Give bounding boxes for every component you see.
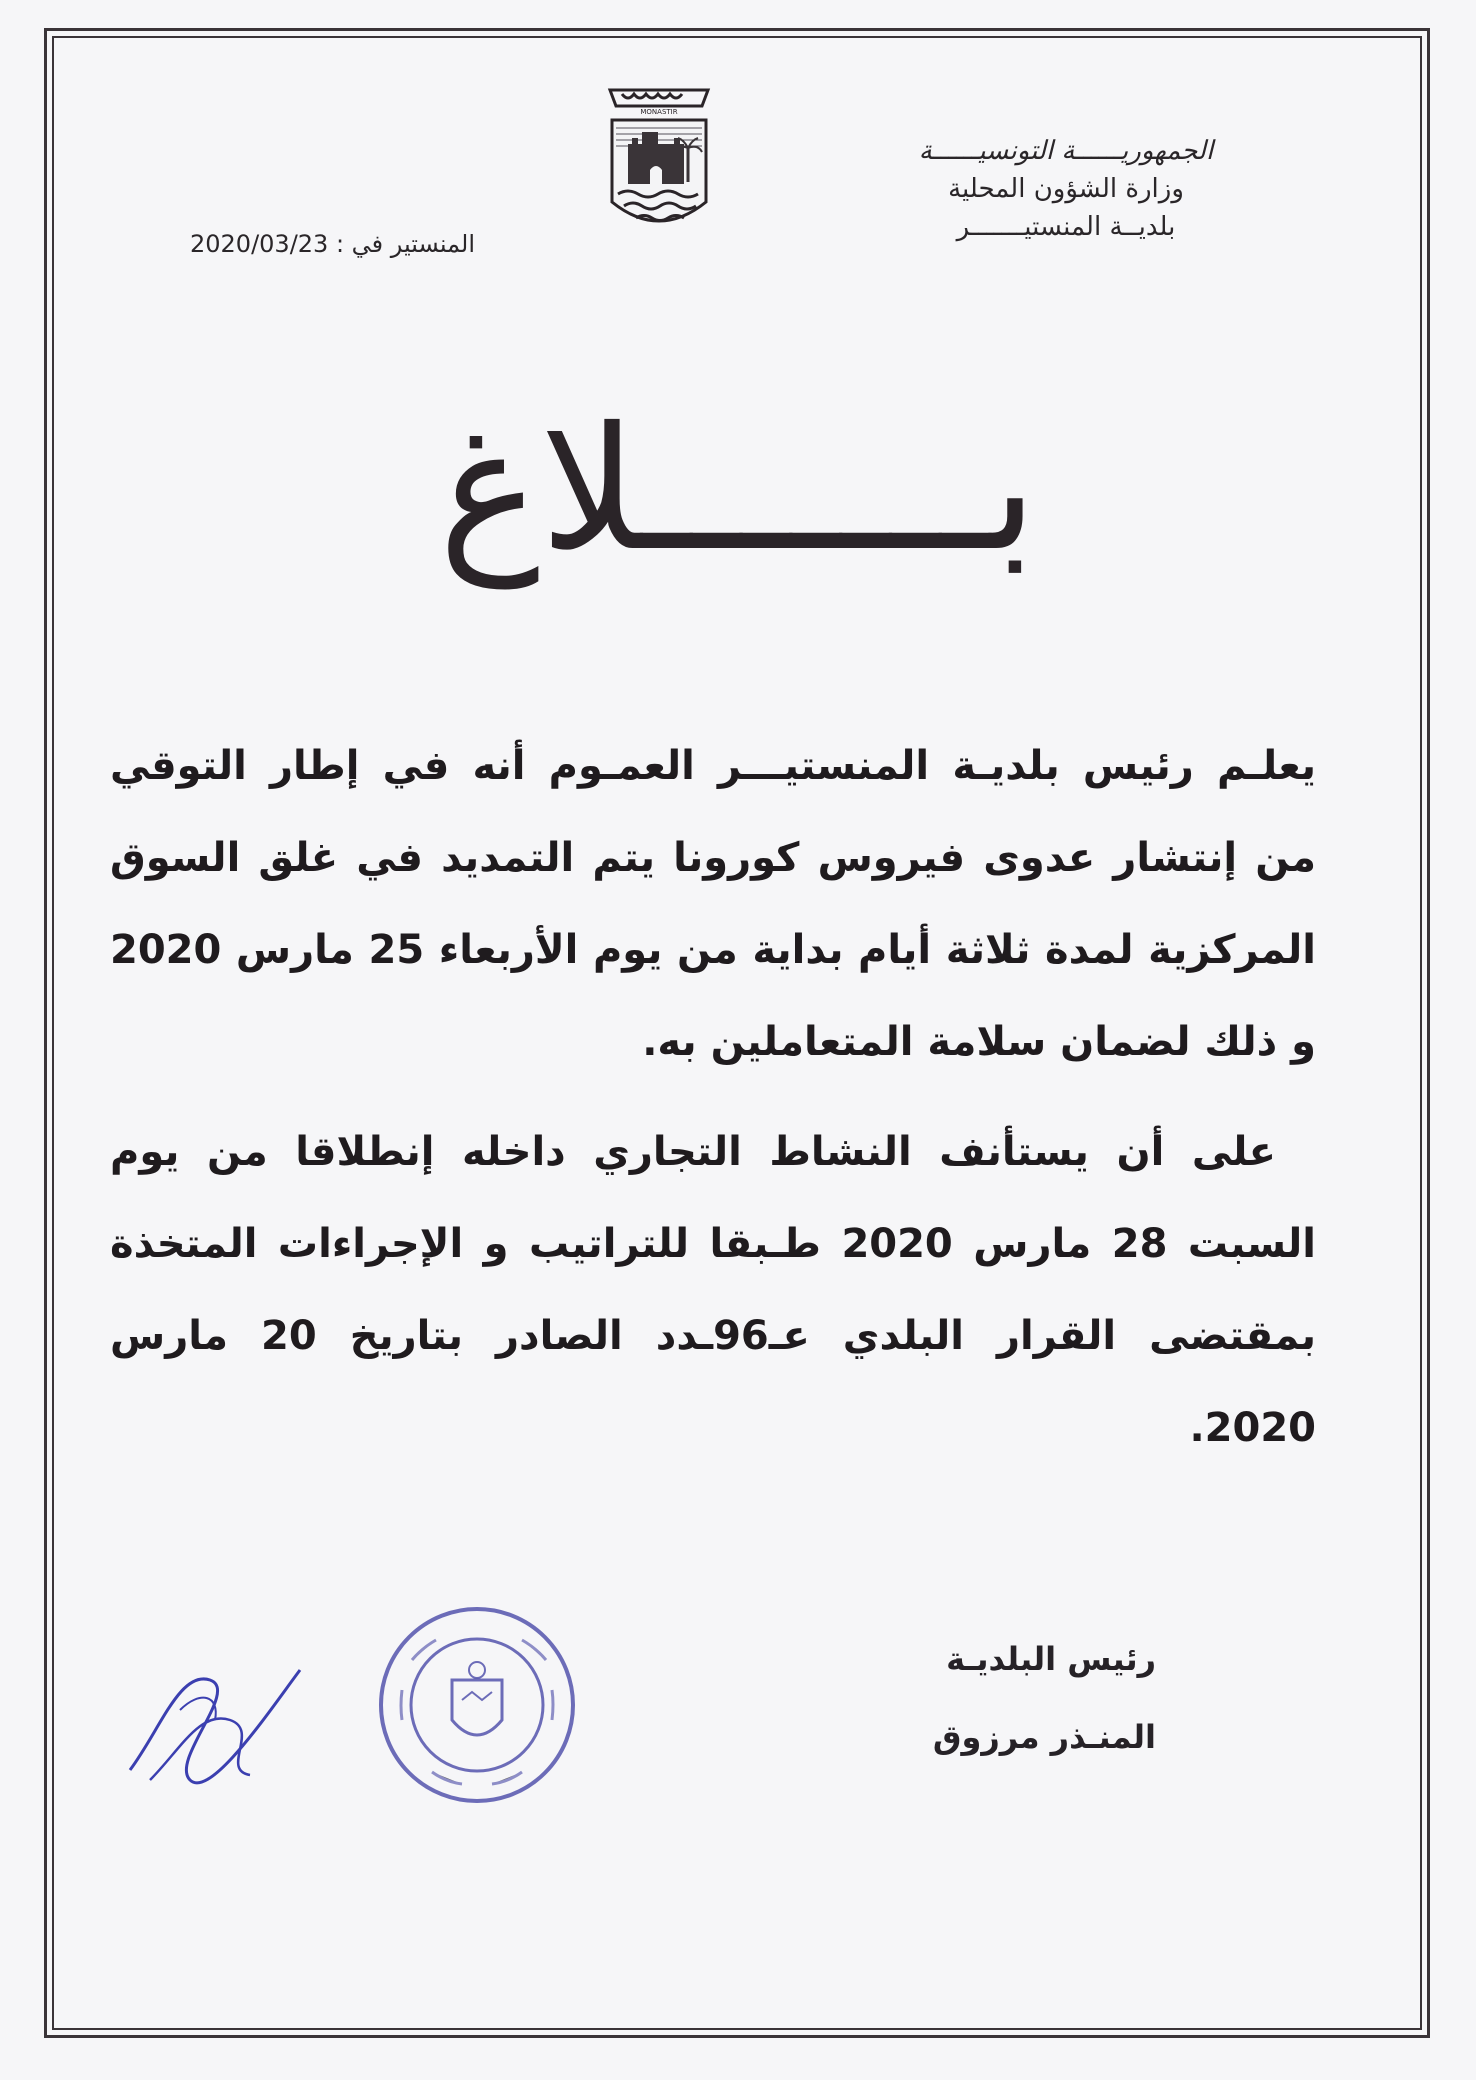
emblem-label: MONASTIR xyxy=(640,108,678,116)
signatory-role: رئيس البلديـة xyxy=(946,1640,1156,1678)
page-title: بـــــــلاغ xyxy=(438,391,1038,589)
document-date: المنستير في : 2020/03/23 xyxy=(190,230,476,258)
signature-block xyxy=(933,1620,1156,1776)
official-stamp-icon xyxy=(372,1600,582,1810)
announcement-body xyxy=(110,720,1316,1474)
republic-line: الجمهوريــــــة التونسيــــــة xyxy=(918,136,1214,166)
paragraph-2: على أن يستأنف النشاط التجاري داخله إنطلاقا من يوم السبت 28 مارس 2020 طـبقا للتراتيب و الإجراءات المتخذة بمقتضى القرار البلدي عـ96ـدد الصادر بتاريخ 20 مارس 2020. xyxy=(110,1129,1317,1451)
municipality-line: بلديــة المنستيـــــــر xyxy=(956,212,1176,242)
paragraph-1: يعلـم رئيس بلديـة المنستيـــر العمـوم أنه في إطار التوقي من إنتشار عدوى فيروس كورونا يتم التمديد في غلق السوق المركزية لمدة ثلاثة أيام بداية من يوم الأربعاء 25 مارس 2020 و ذلك لضمان سلامة المتعاملين به. xyxy=(110,743,1316,1065)
letterhead xyxy=(866,132,1266,246)
ministry-line: وزارة الشؤون المحلية xyxy=(948,174,1184,204)
municipality-emblem-icon xyxy=(604,82,714,242)
handwritten-signature-icon xyxy=(120,1650,320,1800)
signatory-name: المنـذر مرزوق xyxy=(932,1718,1156,1756)
